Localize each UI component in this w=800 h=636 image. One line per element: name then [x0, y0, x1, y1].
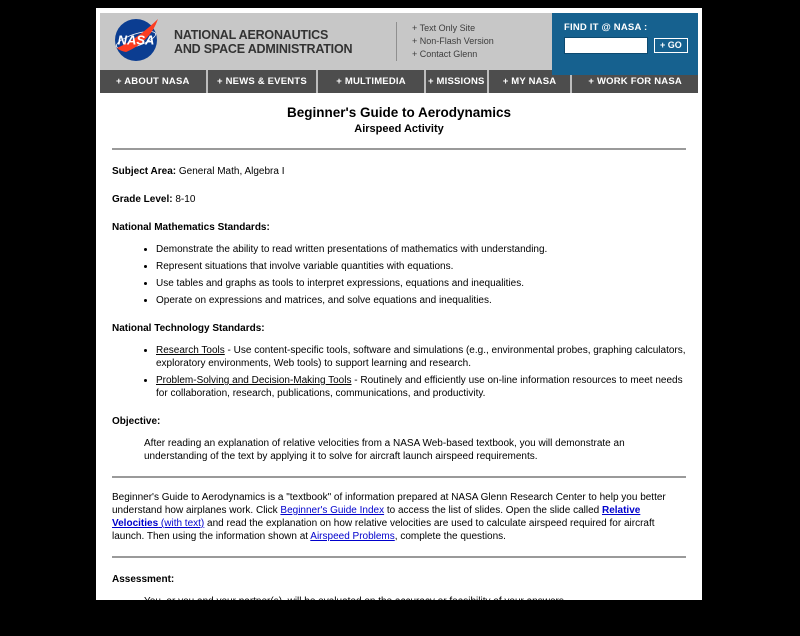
- math-standards-heading: National Mathematics Standards:: [112, 222, 270, 233]
- subject-area-value: General Math, Algebra I: [176, 166, 285, 177]
- page-title: Beginner's Guide to Aerodynamics: [286, 105, 511, 120]
- intro-text: and read the explanation on how relative velocities are used to calculate airspeed required for aircraft launch. Then using the information shown at: [112, 518, 655, 542]
- relative-velocities-link[interactable]: Relative Velocities: [112, 505, 641, 529]
- grade-level-label: Grade Level:: [112, 194, 173, 205]
- go-button[interactable]: + GO: [654, 38, 688, 53]
- math-standard-item: • Operate on expressions and matrices, and solve equations and inequalities.: [156, 294, 686, 307]
- beginners-guide-index-link[interactable]: Beginner's Guide Index: [280, 505, 385, 516]
- search-input[interactable]: [564, 37, 648, 54]
- intro-paragraph: [112, 491, 686, 543]
- intro-text: Beginner's Guide to Aerodynamics is a "textbook" of information prepared at NASA Glenn Research Center to help you better understand how airplanes work. Click: [112, 492, 666, 516]
- problem-solving-tools-link[interactable]: Problem-Solving and Decision-Making Tools: [156, 375, 352, 386]
- nav-missions[interactable]: + MISSIONS: [426, 70, 489, 93]
- find-it-label: FIND IT @ NASA :: [564, 22, 648, 33]
- find-it-search-box: [552, 13, 698, 75]
- nav-about-nasa[interactable]: + ABOUT NASA: [100, 70, 208, 93]
- masthead-gray-bar: [100, 13, 698, 70]
- svg-text:NASA: NASA: [117, 32, 155, 48]
- subject-area-row: [112, 165, 686, 178]
- airspeed-problems-link[interactable]: Airspeed Problems: [310, 531, 395, 542]
- tech-standards-list: [112, 344, 686, 400]
- divider-middle: [112, 476, 686, 478]
- with-text-link[interactable]: (with text): [158, 518, 205, 529]
- nav-work-for-nasa[interactable]: + WORK FOR NASA: [588, 76, 682, 87]
- grade-level-row: [112, 193, 686, 206]
- agency-name-line2: AND SPACE ADMINISTRATION: [174, 41, 353, 56]
- tech-standard-text: - Use content-specific tools, software and simulations (e.g., environmental probes, graphing calculators, exploratory environments, Web tools) to support learning and research.: [156, 345, 686, 369]
- header-utility-links: [412, 22, 494, 61]
- nasa-logo-icon[interactable]: [112, 16, 162, 67]
- nav-my-nasa[interactable]: + MY NASA: [489, 70, 573, 93]
- math-standards-list: [112, 243, 686, 307]
- math-standard-item: • Represent situations that involve variable quantities with equations.: [156, 260, 686, 273]
- divider-bottom: [112, 556, 686, 558]
- tech-standard-text: - Routinely and efficiently use on-line information resources to meet needs for collaboration, research, publications, communications, and productivity.: [156, 375, 683, 399]
- objective-heading: Objective:: [112, 416, 161, 427]
- divider-top: [112, 148, 686, 150]
- objective-text: After reading an explanation of relative velocities from a NASA Web-based textbook, you will demonstrate an understanding of the text by applying it to solve for aircraft launch airspeed requirements.: [144, 438, 625, 462]
- nav-multimedia[interactable]: + MULTIMEDIA: [318, 70, 426, 93]
- page-subtitle: Airspeed Activity: [354, 123, 444, 135]
- grade-level-value: 8-10: [172, 194, 196, 205]
- intro-text: to access the list of slides. Open the slide called: [384, 505, 602, 516]
- link-non-flash-version[interactable]: + Non-Flash Version: [412, 36, 494, 46]
- link-text-only-site[interactable]: + Text Only Site: [412, 23, 476, 33]
- research-tools-link[interactable]: Research Tools: [156, 345, 225, 356]
- assessment-text: You, or you and your partner(s), will be evaluated on the accuracy or feasibility of your answers.: [144, 596, 567, 607]
- nasa-masthead: [100, 13, 698, 93]
- agency-name-line1: NATIONAL AERONAUTICS: [174, 27, 329, 42]
- math-standard-item: • Demonstrate the ability to read written presentations of mathematics with understanding.: [156, 243, 686, 256]
- page-content: [96, 105, 702, 636]
- link-contact-glenn[interactable]: + Contact Glenn: [412, 49, 478, 59]
- tech-standard-item: [156, 344, 686, 370]
- agency-name: [174, 28, 352, 56]
- header-divider: [396, 22, 397, 61]
- subject-area-label: Subject Area:: [112, 166, 177, 177]
- search-row: [564, 37, 690, 54]
- evaluation-heading: Evaluation:: [112, 624, 166, 635]
- nav-news-events[interactable]: + NEWS & EVENTS: [208, 70, 319, 93]
- math-standard-item: • Use tables and graphs as tools to interpret expressions, equations and inequalities.: [156, 277, 686, 290]
- tech-standards-heading: National Technology Standards:: [112, 323, 265, 334]
- web-page: [96, 8, 702, 635]
- tech-standard-item: [156, 374, 686, 400]
- intro-text: , complete the questions.: [394, 531, 506, 542]
- assessment-heading: Assessment:: [112, 574, 175, 585]
